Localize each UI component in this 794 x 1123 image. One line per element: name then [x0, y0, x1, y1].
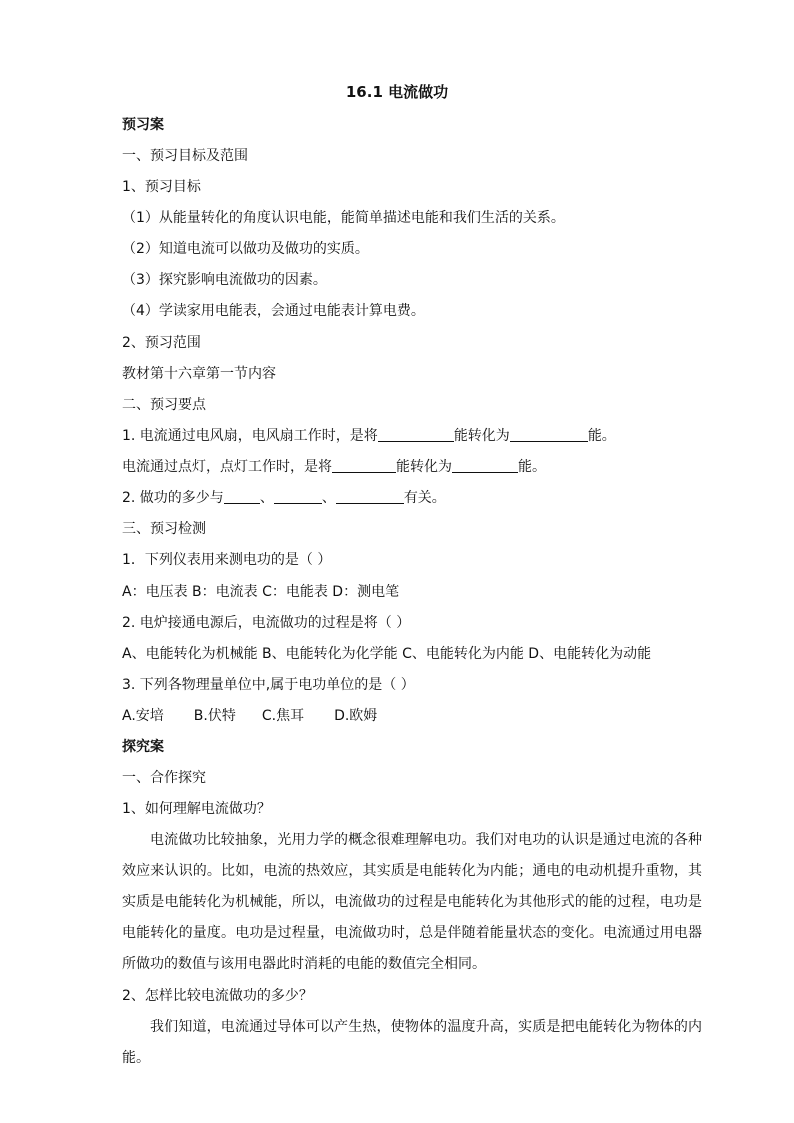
point-1b-text-c: 能。: [518, 459, 546, 475]
point-2-end: 有关。: [403, 490, 446, 506]
preview-range-text: 教材第十六章第一节内容: [122, 366, 276, 382]
point-2-sep-1: 、: [259, 490, 274, 506]
explore-section-1-title: 一、合作探究: [122, 770, 206, 786]
preview-goal-1: （1）从能量转化的角度认识电能，能简单描述电能和我们生活的关系。: [122, 210, 565, 226]
fill-blank[interactable]: [224, 489, 260, 504]
fill-blank[interactable]: [378, 427, 454, 442]
point-1-text-b: 能转化为: [453, 428, 510, 444]
preview-section-3-title: 三、预习检测: [122, 521, 206, 537]
explore-question-2-paragraph: 我们知道，电流通过导体可以产生热，使物体的温度升高，实质是把电能转化为物体的内能。: [122, 1019, 702, 1066]
preview-section-1-title: 一、预习目标及范围: [122, 148, 248, 164]
fill-blank[interactable]: [452, 458, 518, 473]
preview-goal-title: 1、预习目标: [122, 179, 201, 195]
option-d: D.欧姆: [334, 708, 378, 724]
option-c: C.焦耳: [261, 708, 305, 724]
point-1-text-c: 能。: [587, 428, 616, 444]
question-2-options: A、电能转化为机械能 B、电能转化为化学能 C、电能转化为内能 D、电能转化为动能: [122, 646, 652, 662]
question-1-options: A：电压表 B：电流表 C：电能表 D：测电笔: [122, 584, 400, 600]
preview-heading: 预习案: [122, 117, 164, 133]
point-2-sep-2: 、: [321, 490, 336, 506]
question-3-options: [122, 706, 702, 726]
preview-range-title: 2、预习范围: [122, 335, 201, 351]
preview-goal-2: （2）知道电流可以做功及做功的实质。: [122, 241, 369, 257]
preview-goal-3: （3）探究影响电流做功的因素。: [122, 272, 327, 288]
point-2-text-a: 2. 做功的多少与: [122, 490, 224, 506]
document-title: 16.1 电流做功: [345, 83, 449, 101]
option-a: A.安培: [122, 708, 164, 724]
question-3: 3. 下列各物理量单位中,属于电功单位的是（ ）: [122, 677, 415, 693]
preview-goal-4: （4）学读家用电能表，会通过电能表计算电费。: [122, 303, 425, 319]
question-1: 1．下列仪表用来测电功的是（ ）: [122, 552, 332, 568]
point-1b-text-b: 能转化为: [396, 459, 452, 475]
preview-point-1b: [122, 457, 702, 477]
fill-blank[interactable]: [336, 489, 404, 504]
point-1b-text-a: 电流通过点灯，点灯工作时，是将: [122, 459, 332, 475]
point-1-text-a: 1. 电流通过电风扇，电风扇工作时，是将: [122, 428, 378, 444]
preview-point-1: [122, 426, 702, 446]
explore-heading: 探究案: [122, 739, 164, 755]
fill-blank[interactable]: [274, 489, 322, 504]
option-b: B.伏特: [193, 708, 236, 724]
preview-section-2-title: 二、预习要点: [122, 397, 206, 413]
explore-question-1-title: 1、如何理解电流做功？: [122, 801, 271, 817]
question-2: 2. 电炉接通电源后，电流做功的过程是将（ ）: [122, 615, 411, 631]
fill-blank[interactable]: [332, 458, 396, 473]
explore-question-1-paragraph: 电流做功比较抽象，光用力学的概念很难理解电功。我们对电功的认识是通过电流的各种效应来认识的。比如，电流的热效应，其实质是电能转化为内能；通电的电动机提升重物，其实质是电能转化为机械能，所以，电流做功的过程是电能转化为其他形式的能的过程，电功是电能转化的量度。电功是过程量，电流做功时，总是伴随着能量状态的变化。电流通过用电器所做功的数值与该用电器此时消耗的电能的数值完全相同。: [122, 832, 702, 972]
fill-blank[interactable]: [510, 427, 588, 442]
explore-question-2-title: 2、怎样比较电流做功的多少？: [122, 988, 313, 1004]
preview-point-2: [122, 488, 702, 508]
